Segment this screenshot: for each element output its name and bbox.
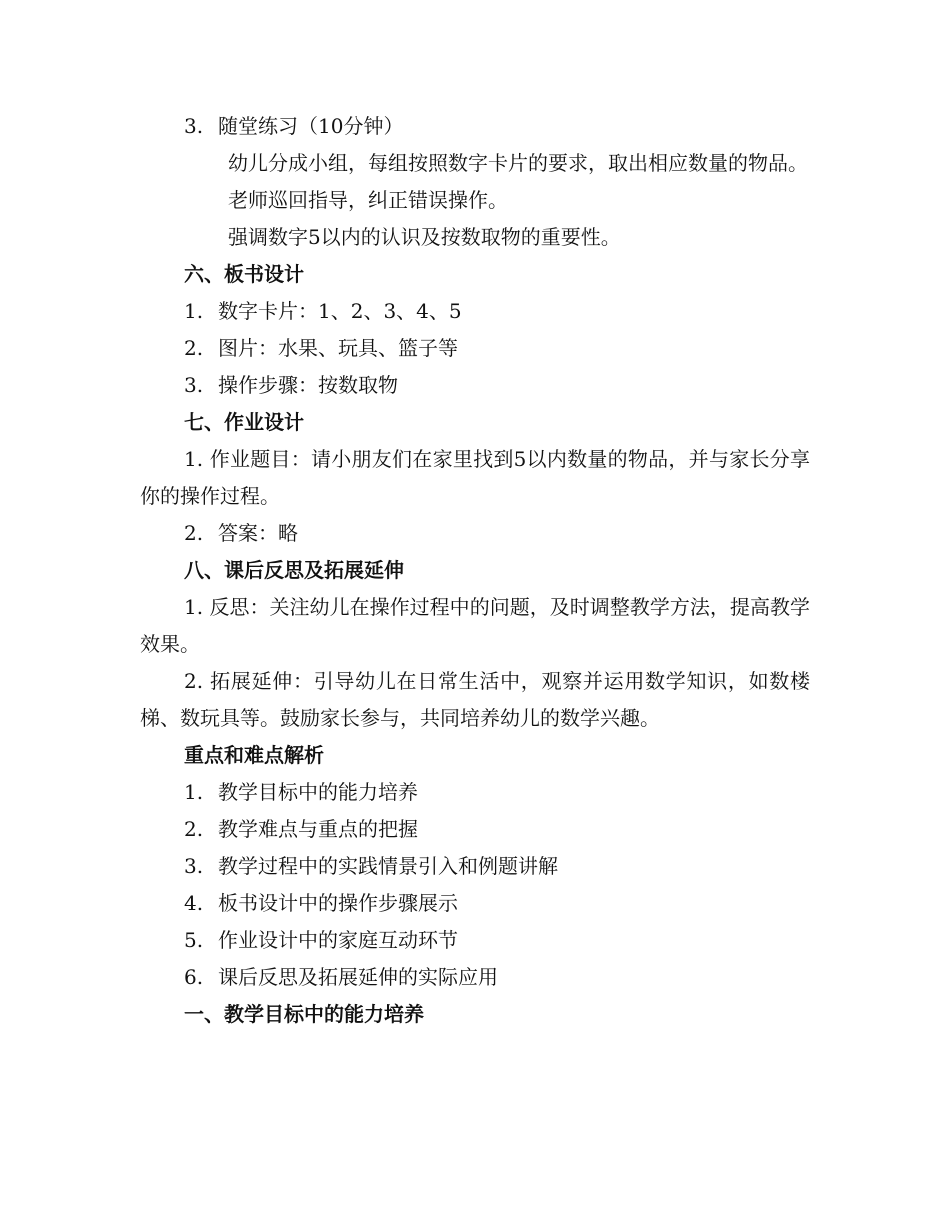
item-number: 2. (184, 521, 204, 545)
list-item (140, 367, 810, 404)
section-heading: 八、课后反思及拓展延伸 (184, 558, 404, 582)
item-number: 1. (184, 780, 204, 804)
item-text: 答案：略 (218, 521, 298, 545)
item-text: 图片：水果、玩具、篮子等 (218, 336, 458, 360)
item-text: 随堂练习（10分钟） (218, 114, 404, 138)
item-text: 课后反思及拓展延伸的实际应用 (218, 965, 498, 989)
item-number: 2. (184, 817, 204, 841)
section-heading: 七、作业设计 (184, 410, 304, 434)
section-heading: 重点和难点解析 (184, 743, 324, 767)
paragraph: 1. 作业题目：请小朋友们在家里找到5以内数量的物品，并与家长分享你的操作过程。 (140, 447, 810, 508)
list-item (140, 922, 810, 959)
paragraph: 幼儿分成小组，每组按照数字卡片的要求，取出相应数量的物品。 (228, 151, 808, 175)
list-item (140, 885, 810, 922)
list-item (140, 811, 810, 848)
paragraph: 老师巡回指导，纠正错误操作。 (228, 188, 508, 212)
item-number: 3. (184, 373, 204, 397)
list-item (140, 330, 810, 367)
item-text: 教学过程中的实践情景引入和例题讲解 (218, 854, 558, 878)
item-number: 2. (184, 336, 204, 360)
list-item (140, 848, 810, 885)
item-text: 教学难点与重点的把握 (218, 817, 418, 841)
list-item (140, 515, 810, 552)
paragraph: 强调数字5以内的认识及按数取物的重要性。 (228, 225, 621, 249)
document-page (140, 108, 810, 1033)
item-number: 4. (184, 891, 204, 915)
item-number: 6. (184, 965, 204, 989)
item-text: 作业设计中的家庭互动环节 (218, 928, 458, 952)
list-item (140, 959, 810, 996)
list-item (140, 293, 810, 330)
item-number: 3. (184, 114, 204, 138)
item-text: 板书设计中的操作步骤展示 (218, 891, 458, 915)
paragraph: 2. 拓展延伸：引导幼儿在日常生活中，观察并运用数学知识，如数楼梯、数玩具等。鼓励家长参与，共同培养幼儿的数学兴趣。 (140, 669, 810, 730)
list-item (140, 774, 810, 811)
item-text: 操作步骤：按数取物 (218, 373, 398, 397)
item-number: 1. (184, 299, 204, 323)
section-heading: 一、教学目标中的能力培养 (184, 1002, 424, 1026)
list-item (140, 108, 810, 145)
item-text: 教学目标中的能力培养 (218, 780, 418, 804)
section-heading: 六、板书设计 (184, 262, 304, 286)
item-text: 数字卡片：1、2、3、4、5 (218, 299, 462, 323)
paragraph: 1. 反思：关注幼儿在操作过程中的问题，及时调整教学方法，提高教学效果。 (140, 595, 810, 656)
item-number: 3. (184, 854, 204, 878)
item-number: 5. (184, 928, 204, 952)
